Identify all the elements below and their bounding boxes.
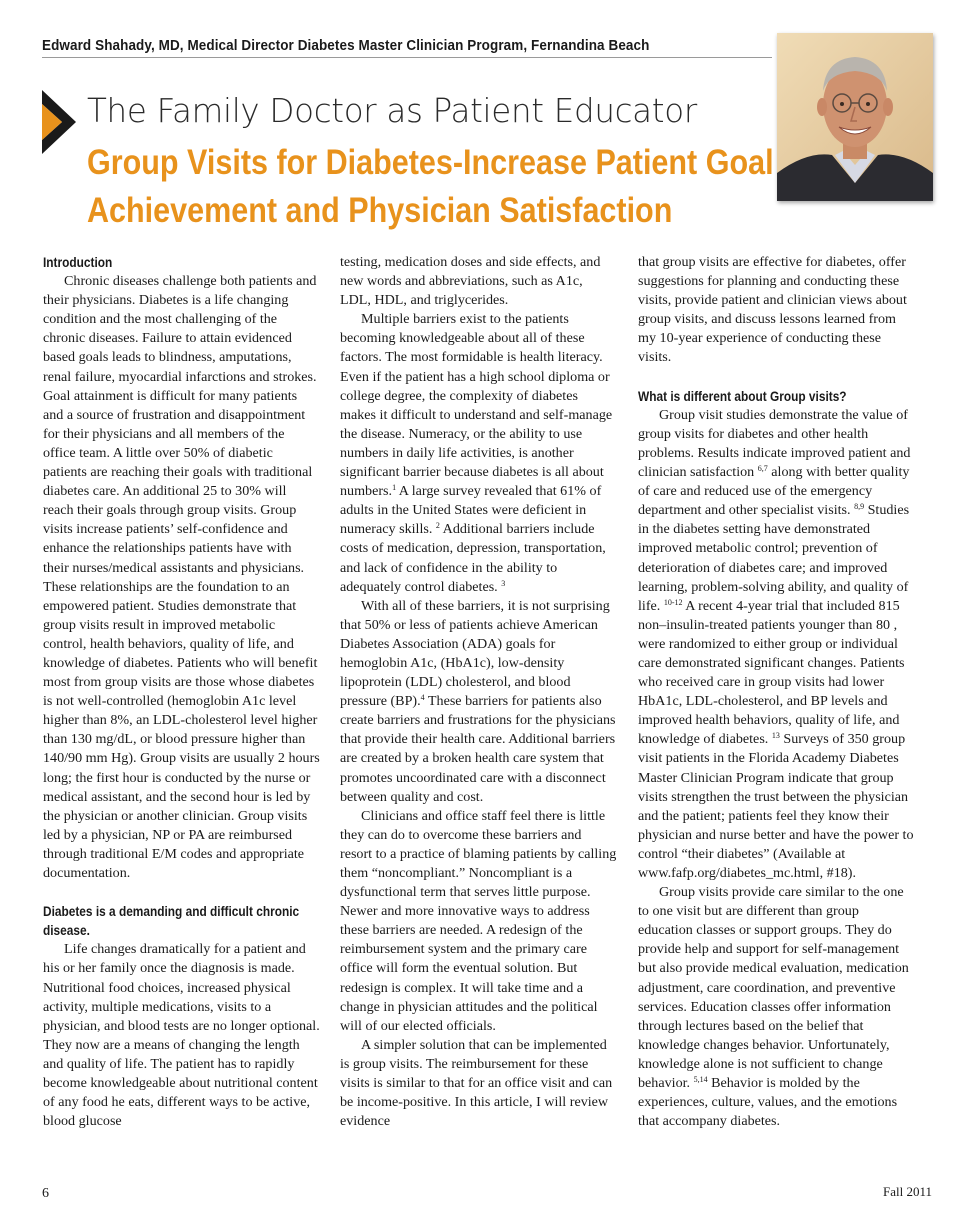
paragraph-continuation: testing, medication doses and side effects, and new words and abbreviations, such as A1c, LDL, HDL, and triglycerides. (340, 254, 601, 309)
citation-ref: 6,7 (757, 464, 768, 474)
section-heading-introduction: Introduction (43, 255, 113, 270)
article-subtitle (87, 138, 774, 234)
article-subtitle-line-1: Group Visits for Diabetes-Increase Patient Goal (87, 142, 774, 182)
paragraph-continuation: that group visits are effective for diabetes, offer suggestions for planning and conducting these visits, provide patient and clinician views about group visits, and discuss lessons learned from my 10-year experience of conducting these visits. (638, 254, 907, 366)
paragraph-group-vs-education: Group visits provide care similar to the one to one visit but are different than group education classes or support groups. They do provide help and support for self-management but also provide medical evaluation, medication adjustment, care coordination, and preventive services. Education classes offer information through lectures based on the belief that knowledge changes behavior. Unfortunately, knowledge alone is not sufficient to change behavior. $^{5,14}$ Behavior is molded by the experiences, culture, values, and the emotions that accompany diabetes. (638, 884, 909, 1130)
author-byline: Edward Shahady, MD, Medical Director Diabetes Master Clinician Program, Fernandina Beach (42, 38, 650, 54)
article-subtitle-line-2: Achievement and Physician Satisfaction (87, 190, 673, 230)
section-heading-what-is-different: What is different about Group visits? (638, 388, 847, 404)
chevron-right-icon (40, 90, 78, 154)
citation-ref: 5,14 (693, 1075, 708, 1085)
paragraph-group-visit-studies: Group visit studies demonstrate the value of group visits for diabetes and other health problems. Results indicate improved patient and clinician satisfaction $^{6,7}$ along with better quality of care and reduced use of the emergency department and other specialist visits. $^{8,9}$ Studies in the diabetes setting have demonstrated improved metabolic control; prevention of deterioration of diabetes care; and improved learning, problem-solving ability, and quality of life. $^{10-12}$ A recent 4-year trial that included 815 non–insulin-treated patients younger than 80 , were randomized to either group or individual care demonstrated significant changes. Patients who received care in group visits had lower HbA1c, LDL-cholesterol, and BP levels and improved health behaviors, quality of life, and knowledge of diabetes. $^{13}$ Surveys of 350 group visit patients in the Florida Academy Diabetes Master Clinician Program indicate that group visits strengthen the trust between the physician and the patient; patients feel they know their physician and nurse better and have the power to control “their diabetes” (Available at www.fafp.org/diabetes_mc.html, #18). (638, 406, 914, 881)
citation-ref: 13 (771, 731, 780, 741)
citation-ref: 4 (420, 693, 425, 703)
citation-ref: 3 (501, 578, 506, 588)
article-title: The Family Doctor as Patient Educator (87, 92, 697, 130)
author-portrait-image (777, 33, 933, 201)
citation-ref: 8,9 (854, 502, 865, 512)
paragraph-introduction: Chronic diseases challenge both patients and their physicians. Diabetes is a life changing condition and the most challenging of the chronic diseases. Failure to attain evidenced based goals leads to blindness, amputations, renal failure, myocardial infarctions and strokes. Goal attainment is difficult for many patients and a source of frustration and disappointment for their physicians and all members of the office team. A little over 50% of diabetic patients are reaching their goals with traditional diabetes care. An additional 25 to 30% will reach their goals through group visits. Group visits increase patients’ self-confidence and enhance the relationships patients have with their nurses/medical assistants and physicians. These relationships are the foundation to an empowered patient. Studies demonstrate that group visits result in improved metabolic control, health behaviors, quality of life, and knowledge of diabetes. Patients who will benefit most from group visits are those whose diabetes is not well-controlled (hemoglobin A1c level higher than 8%, an LDL-cholesterol level higher than 130 mg/dL, or blood pressure higher than 140/90 mm Hg). Group visits are usually 2 hours long; the first hour is conducted by the nurse or medical assistant, and the second hour is led by the physician or another clinician. Group visits led by a physician, NP or PA are reimbursed through traditional E/M codes and appropriate documentation. (43, 273, 320, 881)
paragraph-simpler-solution: A simpler solution that can be implemented is group visits. The reimbursement for these visits is similar to that for an office visit and can be income-positive. In this article, I will review evidence (340, 1036, 613, 1130)
issue-label: Fall 2011 (883, 1184, 932, 1199)
paragraph-with-barriers: With all of these barriers, it is not surprising that 50% or less of patients achieve American Diabetes Association (ADA) goals for hemoglobin A1c, (HbA1c), low-density lipoprotein (LDL) cholesterol, and blood pressure (BP).$^4$ These barriers for patients also create barriers and frustrations for the physicians that provide their health care. Additional barriers are created by a broken health care system that promotes uncoordinated care with a disconnect between quality and cost. (340, 597, 616, 805)
citation-ref: 2 (435, 521, 440, 531)
paragraph-life-changes: Life changes dramatically for a patient and his or her family once the diagnosis is made. Nutritional food choices, increased physical activity, multiple medications, visits to a physician, and blood tests are no longer optional. They now are a means of changing the length and quality of life. The patient has to rapidly become knowledgeable about nutritional content of any food he eats, different ways to be active, blood glucose (43, 941, 320, 1130)
paragraph-barriers: Multiple barriers exist to the patients becoming knowledgeable about all of these factors. The most formidable is health literacy. Even if the patient has a high school diploma or college degree, the complexity of diabetes makes it difficult to understand and self-manage the disease. Numeracy, or the ability to use numbers in daily life activities, is another significant barrier because diabetes is all about numbers.$^1$ A large survey revealed that 61% of adults in the United States were deficient in numeracy skills. $^2$ Additional barriers include costs of medication, depression, transportation, and lack of confidence in the ability to adequately control diabetes. $^3$ (340, 311, 613, 595)
article-column-2 (340, 253, 617, 1131)
citation-ref: 10-12 (663, 597, 683, 607)
paragraph-clinicians: Clinicians and office staff feel there is little they can do to overcome these barriers and resort to a practice of blaming patients by calling them “noncompliant.” Noncompliant is a dysfunctional term that serves little purpose. Newer and more innovative ways to address these barriers are needed. A redesign of the reimbursement system and the primary care office will form the eventual solution. But redesign is complex. It will take time and a change in physician attitudes and the political will of our elected officials. (340, 807, 617, 1034)
citation-ref: 1 (392, 483, 397, 493)
page-number: 6 (42, 1186, 49, 1201)
section-heading-demanding-disease: Diabetes is a demanding and difficult chronic disease. (43, 904, 300, 939)
article-column-1 (43, 253, 320, 1131)
author-photo (777, 33, 933, 201)
article-column-3 (638, 253, 915, 1131)
header-rule (42, 57, 772, 58)
